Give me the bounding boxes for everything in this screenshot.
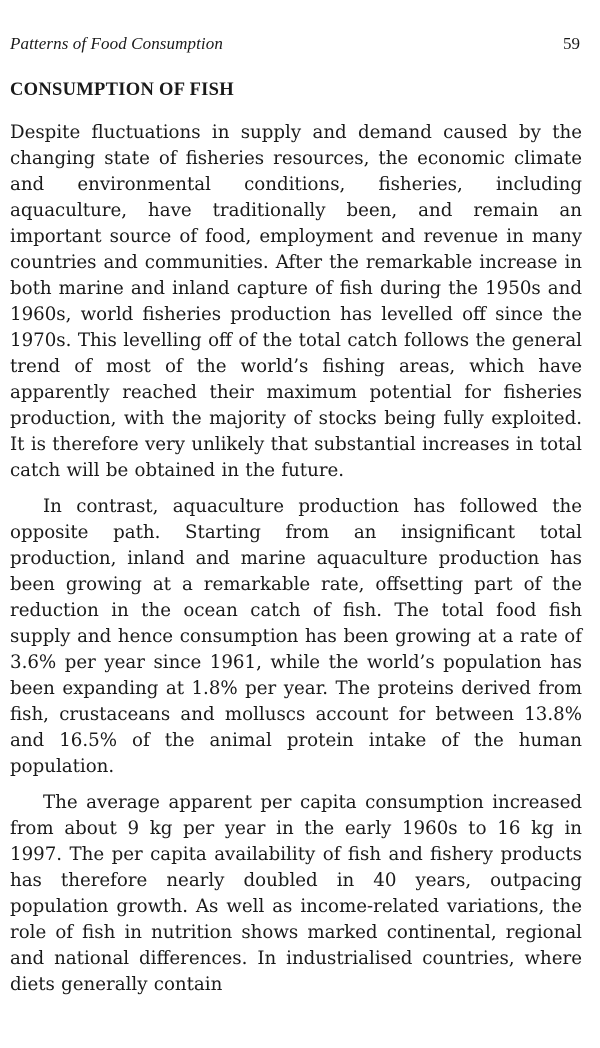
paragraph-per-capita-consumption: The average apparent per capita consumption increased from about 9 kg per year in the early 1960s to 16 kg in 1997. The per capita availability of fish and fishery products has therefore nearly doubled in 40 years, outpacing population growth. As well as income-related variations, the role of fish in nutrition shows marked continental, regional and national differences. In industrialised countries, where diets generally contain: [10, 792, 582, 995]
body-text: [10, 120, 582, 1008]
paragraph-fisheries-production: Despite fluctuations in supply and demand caused by the changing state of fisheries resources, the economic climate and environmental conditions, fisheries, including aquaculture, have traditionally been, and remain an important source of food, employment and revenue in many countries and communities. After the remarkable increase in both marine and inland capture of fish during the 1950s and 1960s, world fisheries production has levelled off since the 1970s. This levelling off of the total catch follows the general trend of most of the world’s fishing areas, which have apparently reached their maximum potential for fisheries production, with the majority of stocks being fully exploited. It is therefore very unlikely that substantial increases in total catch will be obtained in the future.: [10, 122, 582, 481]
page-number: 59: [563, 34, 580, 53]
running-head: [10, 34, 580, 60]
paragraph-aquaculture: In contrast, aquaculture production has followed the opposite path. Starting from an insignificant total production, inland and marine aquaculture production has been growing at a remarkable rate, offsetting part of the reduction in the ocean catch of fish. The total food fish supply and hence consumption has been growing at a rate of 3.6% per year since 1961, while the world’s population has been expanding at 1.8% per year. The proteins derived from fish, crustaceans and molluscs account for between 13.8% and 16.5% of the animal protein intake of the human population.: [10, 496, 582, 777]
running-title: Patterns of Food Consumption: [10, 34, 223, 53]
section-heading: CONSUMPTION OF FISH: [10, 80, 234, 100]
